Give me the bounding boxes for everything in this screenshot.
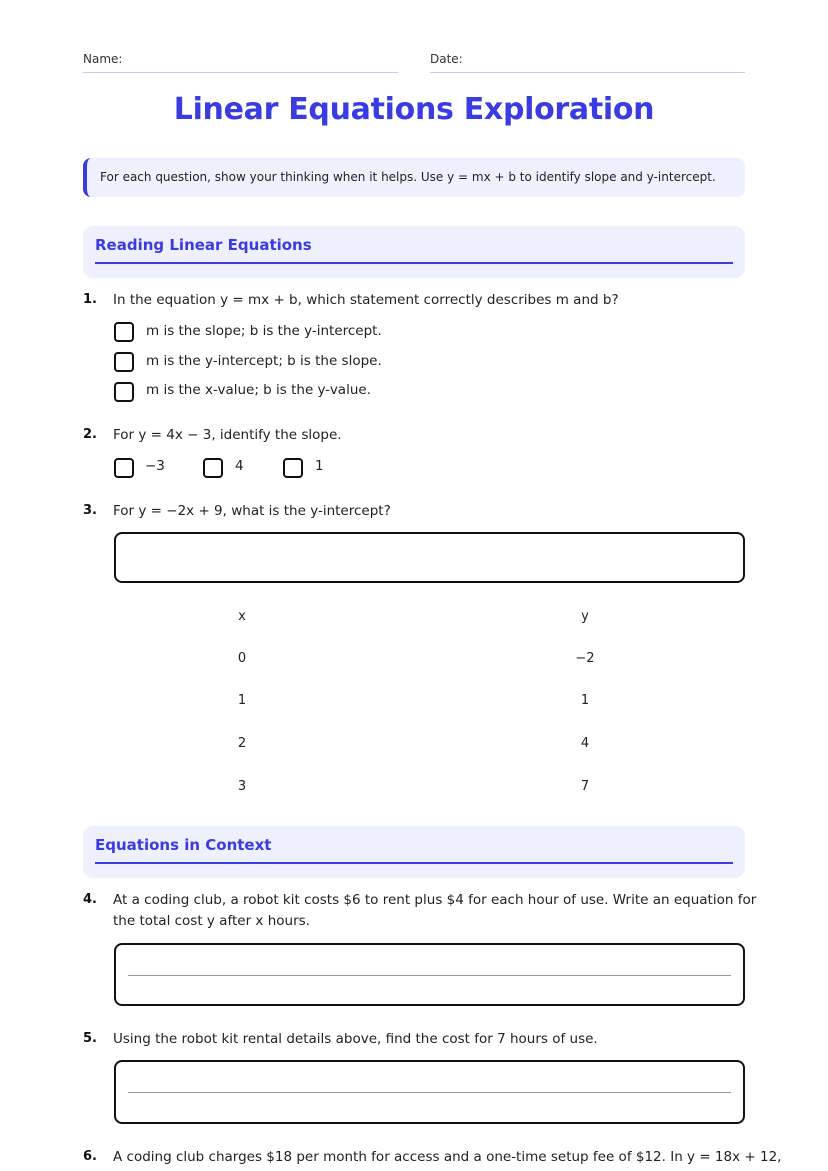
question-number: 4. bbox=[83, 892, 97, 907]
question-text: For y = −2x + 9, what is the y-intercept? bbox=[113, 503, 391, 519]
option-label: m is the y-intercept; b is the slope. bbox=[146, 353, 382, 369]
option-label: 1 bbox=[315, 458, 324, 474]
question-text: Using the robot kit rental details above, find the cost for 7 hours of use. bbox=[113, 1031, 598, 1047]
checkbox-q1-option-1[interactable] bbox=[114, 322, 134, 342]
checkbox-q2-option-1[interactable] bbox=[114, 458, 134, 478]
option-label: −3 bbox=[145, 458, 165, 474]
checkbox-q1-option-2[interactable] bbox=[114, 352, 134, 372]
table-cell: 2 bbox=[237, 736, 247, 751]
instructions-callout: For each question, show your thinking when it helps. Use y = mx + b to identify slope and y-intercept. bbox=[83, 158, 745, 197]
table-cell: 0 bbox=[237, 651, 247, 666]
table-cell: 1 bbox=[580, 693, 590, 708]
question-text: A coding club charges $18 per month for access and a one-time setup fee of $12. In y = 18x + 12, bbox=[113, 1149, 782, 1165]
checkbox-q1-option-3[interactable] bbox=[114, 382, 134, 402]
table-header-y: y bbox=[581, 609, 589, 624]
answer-box-q3[interactable] bbox=[114, 532, 745, 583]
table-header-x: x bbox=[238, 609, 246, 624]
table-cell: 4 bbox=[580, 736, 590, 751]
section-rule bbox=[95, 262, 733, 264]
question-number: 6. bbox=[83, 1149, 97, 1164]
section-title: Reading Linear Equations bbox=[95, 236, 312, 254]
date-label: Date: bbox=[430, 52, 463, 66]
question-number: 3. bbox=[83, 503, 97, 518]
answer-box-q5[interactable] bbox=[114, 1060, 745, 1124]
name-label: Name: bbox=[83, 52, 123, 66]
option-label: m is the slope; b is the y-intercept. bbox=[146, 323, 382, 339]
table-cell: −2 bbox=[575, 651, 595, 666]
section-reading-linear-equations bbox=[83, 226, 745, 278]
question-number: 5. bbox=[83, 1031, 97, 1046]
page-title: Linear Equations Exploration bbox=[173, 92, 655, 127]
name-field[interactable] bbox=[83, 52, 122, 66]
question-number: 2. bbox=[83, 427, 97, 442]
checkbox-q2-option-3[interactable] bbox=[283, 458, 303, 478]
question-text-line-1: At a coding club, a robot kit costs $6 to rent plus $4 for each hour of use. Write an equation for bbox=[113, 892, 757, 908]
table-cell: 1 bbox=[237, 693, 247, 708]
question-text-line-2: the total cost y after x hours. bbox=[113, 913, 310, 929]
question-number: 1. bbox=[83, 292, 97, 307]
question-text: In the equation y = mx + b, which statement correctly describes m and b? bbox=[113, 292, 619, 308]
option-label: 4 bbox=[235, 458, 244, 474]
table-cell: 7 bbox=[580, 779, 590, 794]
name-line bbox=[83, 72, 398, 73]
writing-line bbox=[128, 975, 731, 976]
writing-line bbox=[128, 1092, 731, 1093]
section-rule bbox=[95, 862, 733, 864]
option-label: m is the x-value; b is the y-value. bbox=[146, 382, 371, 398]
question-text: For y = 4x − 3, identify the slope. bbox=[113, 427, 342, 443]
date-line bbox=[430, 72, 745, 73]
answer-box-q4[interactable] bbox=[114, 943, 745, 1006]
section-equations-in-context bbox=[83, 826, 745, 878]
section-title: Equations in Context bbox=[95, 836, 272, 854]
table-cell: 3 bbox=[237, 779, 247, 794]
date-field[interactable] bbox=[430, 52, 463, 66]
checkbox-q2-option-2[interactable] bbox=[203, 458, 223, 478]
